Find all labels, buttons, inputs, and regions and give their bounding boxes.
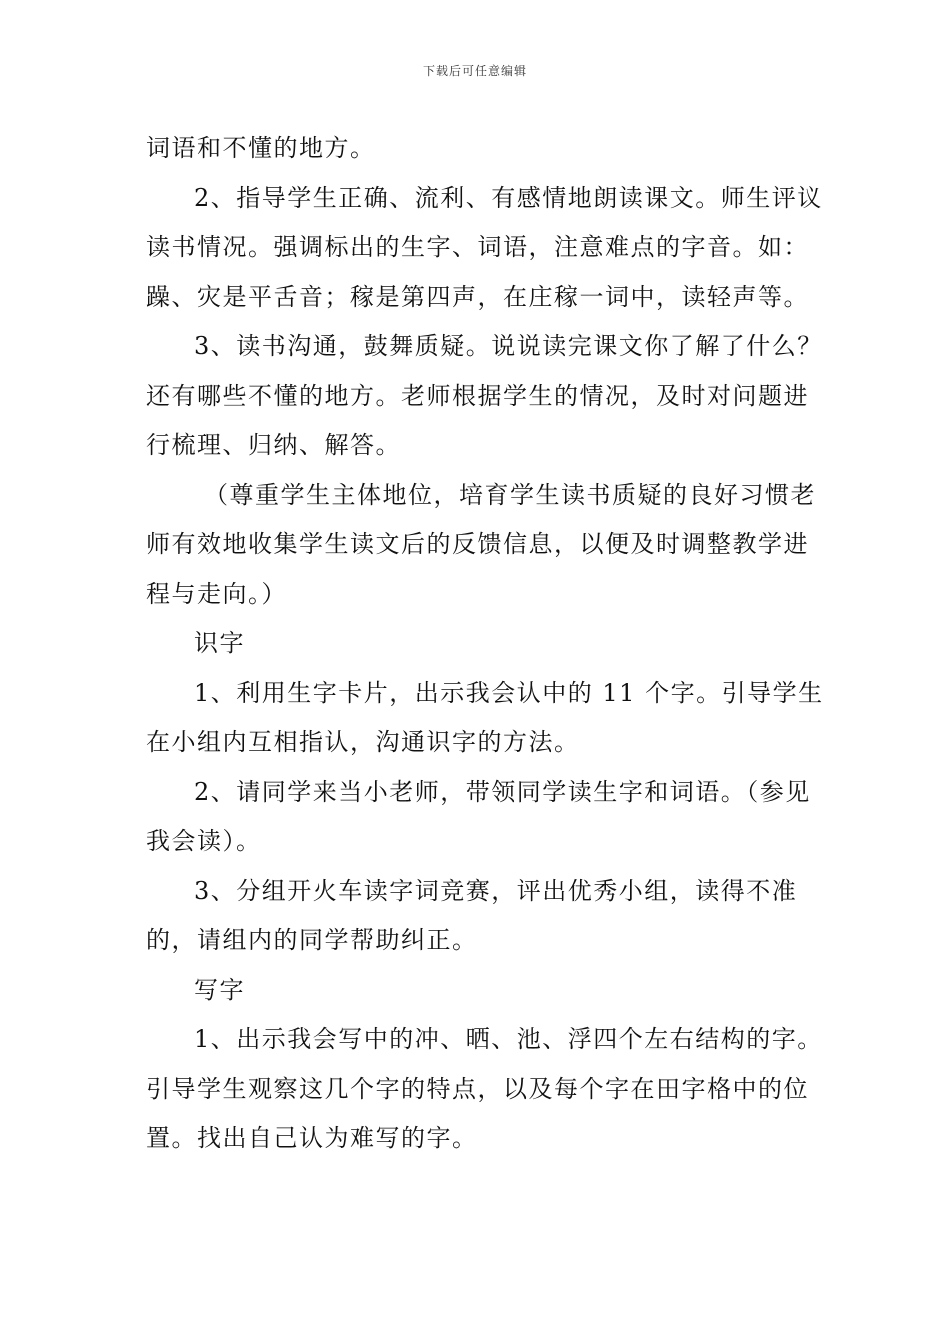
paragraph-recognize-3: 3、分组开火车读字词竞赛，评出优秀小组，读得不准的，请组内的同学帮助纠正。	[146, 876, 798, 954]
paragraph-step-2-reading: 2、指导学生正确、流利、有感情地朗读课文。师生评议读书情况。强调标出的生字、词语，注意难点的字音。如：躁、灾是平舌音；稼是第四声，在庄稼一词中，读轻声等。	[146, 183, 823, 311]
paragraph-step-3-questions: 3、读书沟通，鼓舞质疑。说说读完课文你了解了什么？还有哪些不懂的地方。老师根据学生的情况，及时对问题进行梳理、归纳、解答。	[146, 332, 823, 459]
paragraph-recognize-2: 2、请同学来当小老师，带领同学读生字和词语。（参见我会读）。	[146, 777, 811, 855]
page-header: 下载后可任意编辑	[422, 64, 527, 78]
paragraph-continued: 词语和不懂的地方。	[146, 134, 376, 162]
paragraph-note: （尊重学生主体地位，培育学生读书质疑的良好习惯老师有效地收集学生读文后的反馈信息，以便及时调整教学进程与走向。）	[146, 480, 816, 608]
paragraph-write-1: 1、出示我会写中的冲、晒、池、浮四个左右结构的字。引导学生观察这几个字的特点，以及每个字在田字格中的位置。找出自己认为难写的字。	[146, 1025, 823, 1152]
section-heading-write: 写字	[194, 975, 245, 1004]
paragraph-recognize-1: 1、利用生字卡片，出示我会认中的 11 个字。引导学生在小组内互相指认，沟通识字的方法。	[146, 678, 824, 756]
document-body	[146, 124, 826, 1164]
section-heading-recognize: 识字	[194, 629, 245, 657]
